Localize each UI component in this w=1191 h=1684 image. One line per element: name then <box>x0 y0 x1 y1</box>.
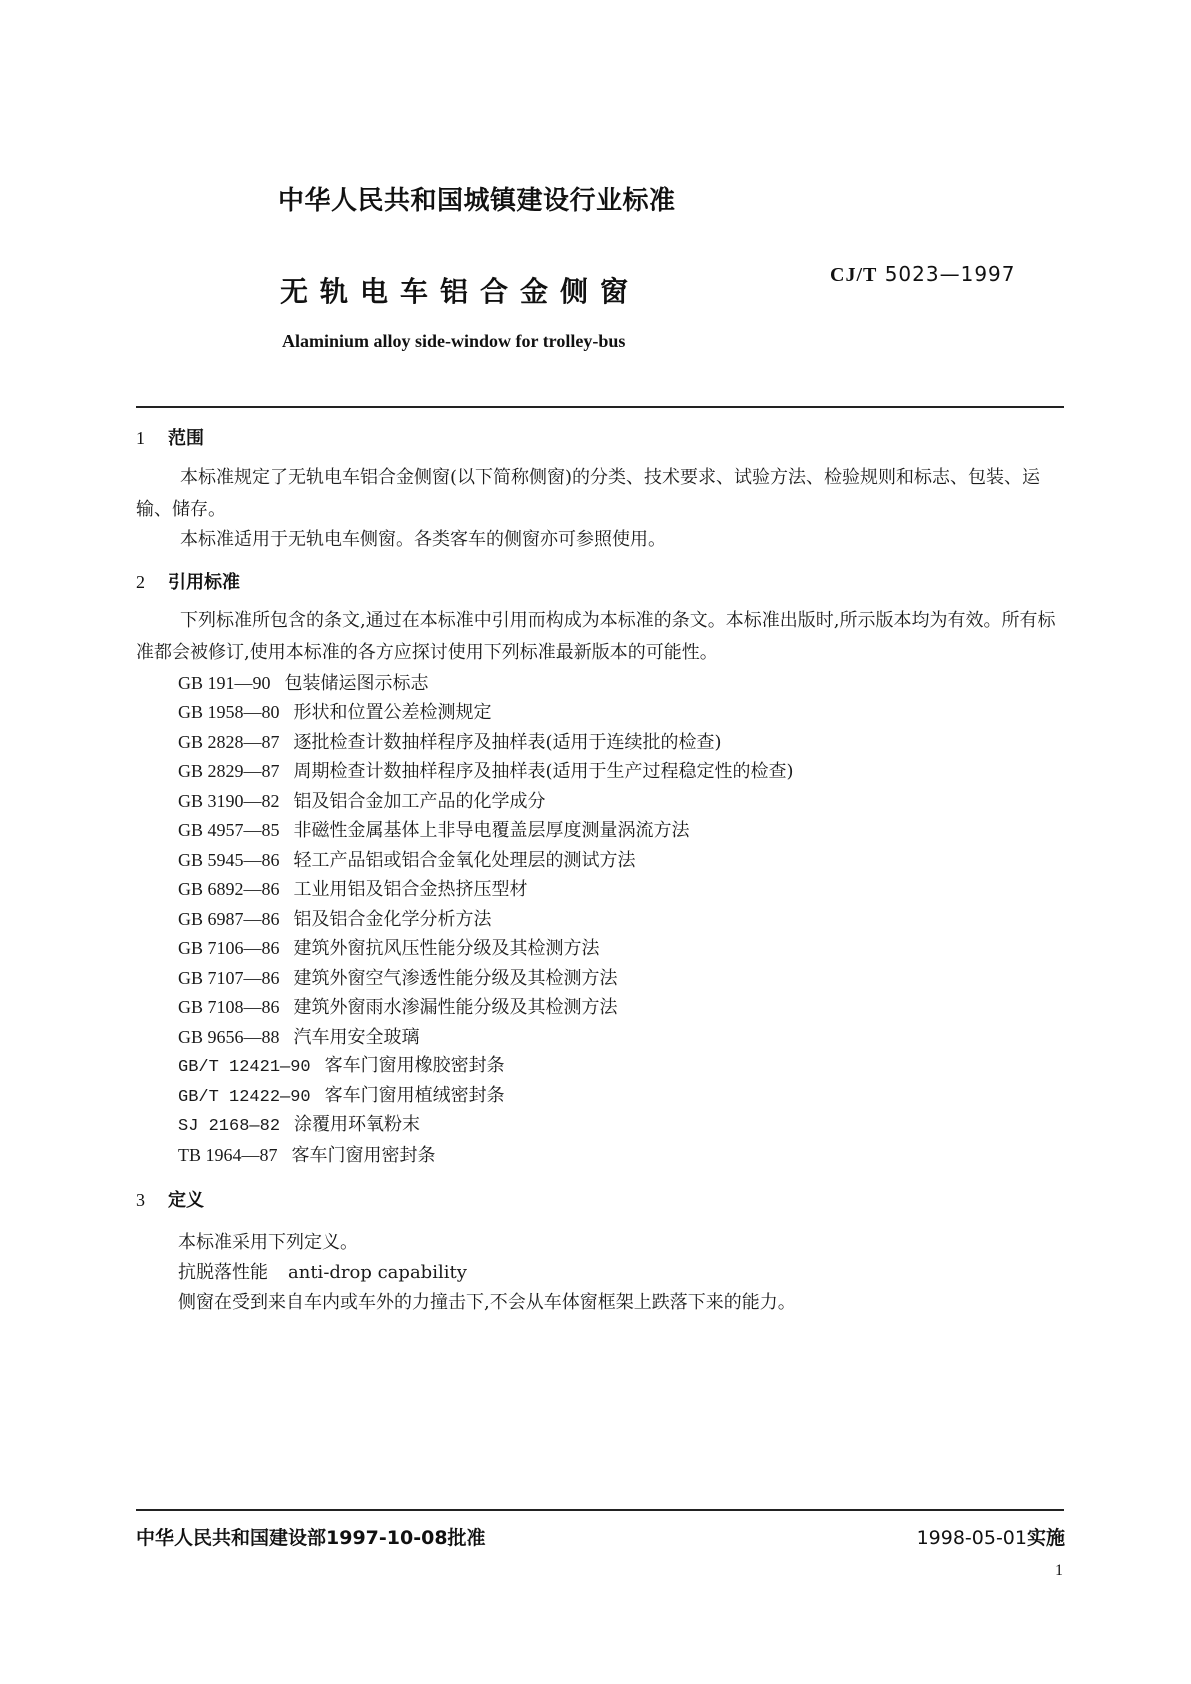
ref-title: 逐批检查计数抽样程序及抽样表(适用于连续批的检查) <box>293 732 722 753</box>
ref-title: 建筑外窗空气渗透性能分级及其检测方法 <box>293 968 618 989</box>
ref-item <box>178 963 618 993</box>
ref-title: 客车门窗用密封条 <box>291 1145 436 1166</box>
section-title: 引用标准 <box>168 572 240 593</box>
ref-item <box>178 1110 420 1140</box>
ref-code: TB 1964—87 <box>178 1145 278 1165</box>
ref-item <box>178 1140 436 1170</box>
standard-code-prefix: CJ/T <box>830 264 878 286</box>
ref-code: GB/T 12422—90 <box>178 1088 311 1107</box>
ref-title: 非磁性金属基体上非导电覆盖层厚度测量涡流方法 <box>293 820 690 841</box>
ref-code: GB 5945—86 <box>178 850 280 870</box>
ref-item <box>178 727 722 757</box>
ref-code: GB 2828—87 <box>178 732 280 752</box>
ref-title: 形状和位置公差检测规定 <box>293 702 492 723</box>
ref-item <box>178 904 492 934</box>
ref-title: 铝及铝合金加工产品的化学成分 <box>293 791 546 812</box>
term-en: anti-drop capability <box>288 1262 467 1283</box>
ref-title: 建筑外窗抗风压性能分级及其检测方法 <box>293 938 600 959</box>
ref-title: 汽车用安全玻璃 <box>293 1027 420 1048</box>
ref-item <box>178 874 528 904</box>
ref-title: 铝及铝合金化学分析方法 <box>293 909 492 930</box>
ref-title: 包装储运图示标志 <box>284 673 429 694</box>
section-title: 定义 <box>168 1190 204 1211</box>
ref-code: SJ 2168—82 <box>178 1117 281 1136</box>
ref-code: GB 7107—86 <box>178 968 280 988</box>
definition-term <box>178 1258 467 1284</box>
ref-code: GB 7108—86 <box>178 997 280 1017</box>
section-title: 范围 <box>168 428 204 449</box>
ref-item <box>178 815 690 845</box>
section-number: 2 <box>136 572 145 592</box>
sector-title: 中华人民共和国城镇建设行业标准 <box>278 186 676 216</box>
ref-code: GB 6987—86 <box>178 909 280 929</box>
ref-code: GB 2829—87 <box>178 761 280 781</box>
ref-code: GB 1958—80 <box>178 702 280 722</box>
ref-code: GB 4957—85 <box>178 820 280 840</box>
section-3-heading <box>136 1186 204 1212</box>
ref-code: GB/T 12421—90 <box>178 1058 311 1077</box>
ref-code: GB 191—90 <box>178 673 271 693</box>
ref-code: GB 9656—88 <box>178 1027 280 1047</box>
ref-code: GB 3190—82 <box>178 791 280 811</box>
effective-label: 实施 <box>1026 1527 1065 1549</box>
approval-line: 中华人民共和国建设部1997-10-08批准 <box>136 1527 486 1549</box>
ref-title: 客车门窗用橡胶密封条 <box>324 1055 505 1076</box>
ref-title: 周期检查计数抽样程序及抽样表(适用于生产过程稳定性的检查) <box>293 761 794 782</box>
ref-item <box>178 786 546 816</box>
ref-title: 轻工产品铝或铝合金氧化处理层的测试方法 <box>293 850 636 871</box>
ref-title: 工业用铝及铝合金热挤压型材 <box>293 879 528 900</box>
section-3-intro: 本标准采用下列定义。 <box>178 1232 358 1253</box>
term-cn: 抗脱落性能 <box>178 1262 268 1283</box>
ref-item <box>178 1022 420 1052</box>
section-2-heading <box>136 568 240 594</box>
footer-divider <box>136 1509 1064 1511</box>
ref-item <box>178 845 636 875</box>
ref-item <box>178 1081 505 1111</box>
ref-item <box>178 933 600 963</box>
ref-code: GB 7106—86 <box>178 938 280 958</box>
ref-item <box>178 992 618 1022</box>
standard-title-cn: 无轨电车铝合金侧窗 <box>280 275 641 308</box>
standard-code-number: 5023—1997 <box>884 262 1016 286</box>
ref-title: 建筑外窗雨水渗漏性能分级及其检测方法 <box>293 997 618 1018</box>
effective-line <box>917 1523 1065 1550</box>
section-1-paragraph-2: 本标准适用于无轨电车侧窗。各类客车的侧窗亦可参照使用。 <box>180 529 666 550</box>
ref-item <box>178 697 492 727</box>
section-number: 3 <box>136 1190 145 1210</box>
effective-date: 1998-05-01 <box>916 1527 1027 1549</box>
ref-code: GB 6892—86 <box>178 879 280 899</box>
standard-code <box>830 262 1016 287</box>
definition-text: 侧窗在受到来自车内或车外的力撞击下,不会从车体窗框架上跌落下来的能力。 <box>178 1292 796 1313</box>
header-divider <box>136 406 1064 408</box>
page-number: 1 <box>1055 1562 1063 1579</box>
ref-item <box>178 1051 505 1081</box>
ref-item <box>178 756 794 786</box>
section-2-paragraph-1: 下列标准所包含的条文,通过在本标准中引用而构成为本标准的条文。本标准出版时,所示版本均为有效。所有标准都会被修订,使用本标准的各方应探讨使用下列标准最新版本的可能性。 <box>136 610 1056 663</box>
ref-title: 涂覆用环氧粉末 <box>294 1114 421 1135</box>
standard-title-en: Alaminium alloy side-window for trolley-bus <box>282 331 626 351</box>
ref-title: 客车门窗用植绒密封条 <box>324 1085 505 1106</box>
section-1-paragraph-1: 本标准规定了无轨电车铝合金侧窗(以下简称侧窗)的分类、技术要求、试验方法、检验规则和标志、包装、运输、储存。 <box>136 467 1041 520</box>
ref-item <box>178 668 429 698</box>
section-1-heading <box>136 424 204 450</box>
section-number: 1 <box>136 428 145 448</box>
